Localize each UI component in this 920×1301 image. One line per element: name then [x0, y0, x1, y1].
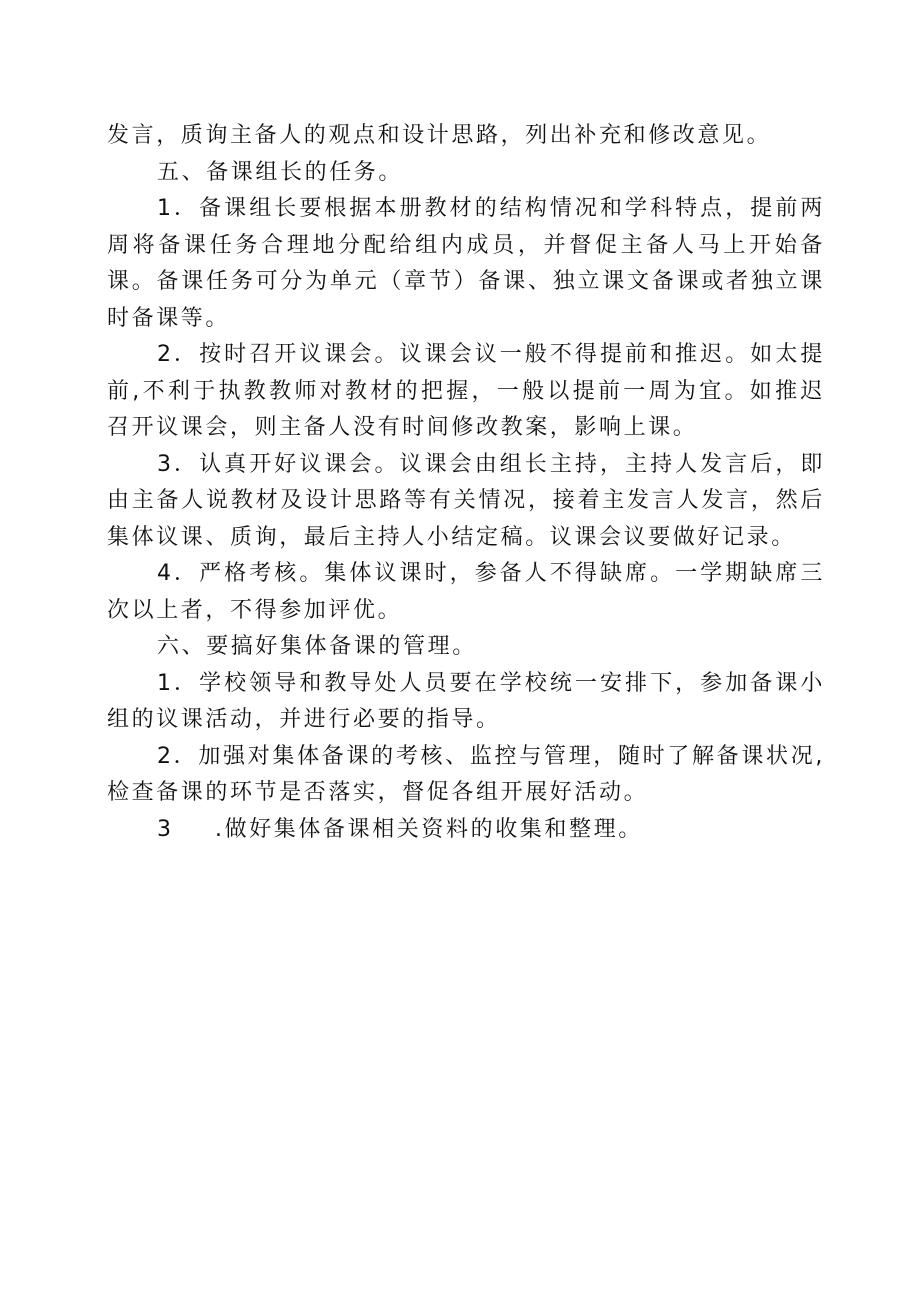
- paragraph-item-4: 4．严格考核。集体议课时，参备人不得缺席。一学期缺席三次以上者，不得参加评优。: [107, 561, 825, 623]
- paragraph-item-3: 3．认真开好议课会。议课会由组长主持，主持人发言后，即由主备人说教材及设计思路等有关情况，接着主发言人发言，然后集体议课、质询，最后主持人小结定稿。议课会议要做好记录。: [107, 451, 825, 550]
- section-heading-six: 六、要搞好集体备课的管理。: [157, 634, 477, 659]
- paragraph-item-1: 1．备课组长要根据本册教材的结构情况和学科特点，提前两周将备课任务合理地分配给组内成员，并督促主备人马上开始备课。备课任务可分为单元（章节）备课、独立课文备课或者独立课时备课等。: [107, 196, 825, 331]
- paragraph-continuation: 发言，质询主备人的观点和设计思路，列出补充和修改意见。: [107, 123, 772, 148]
- list-number: 3: [157, 816, 174, 842]
- section-heading-five: 五、备课组长的任务。: [157, 159, 404, 185]
- document-body: [107, 118, 825, 848]
- paragraph-management-2: 2．加强对集体备课的考核、监控与管理，随时了解备课状况,检查备课的环节是否落实，督促各组开展好活动。: [107, 743, 825, 805]
- list-text: .做好集体备课相关资料的收集和整理。: [215, 816, 643, 842]
- paragraph-item-2: 2．按时召开议课会。议课会议一般不得提前和推迟。如太提前,不利于执教教师对教材的把握，一般以提前一周为宜。如推迟召开议课会，则主备人没有时间修改教案，影响上课。: [107, 342, 825, 440]
- paragraph-management-3: [107, 812, 825, 849]
- paragraph-management-1: 1．学校领导和教导处人员要在学校统一安排下，参加备课小组的议课活动，并进行必要的指导。: [107, 670, 825, 732]
